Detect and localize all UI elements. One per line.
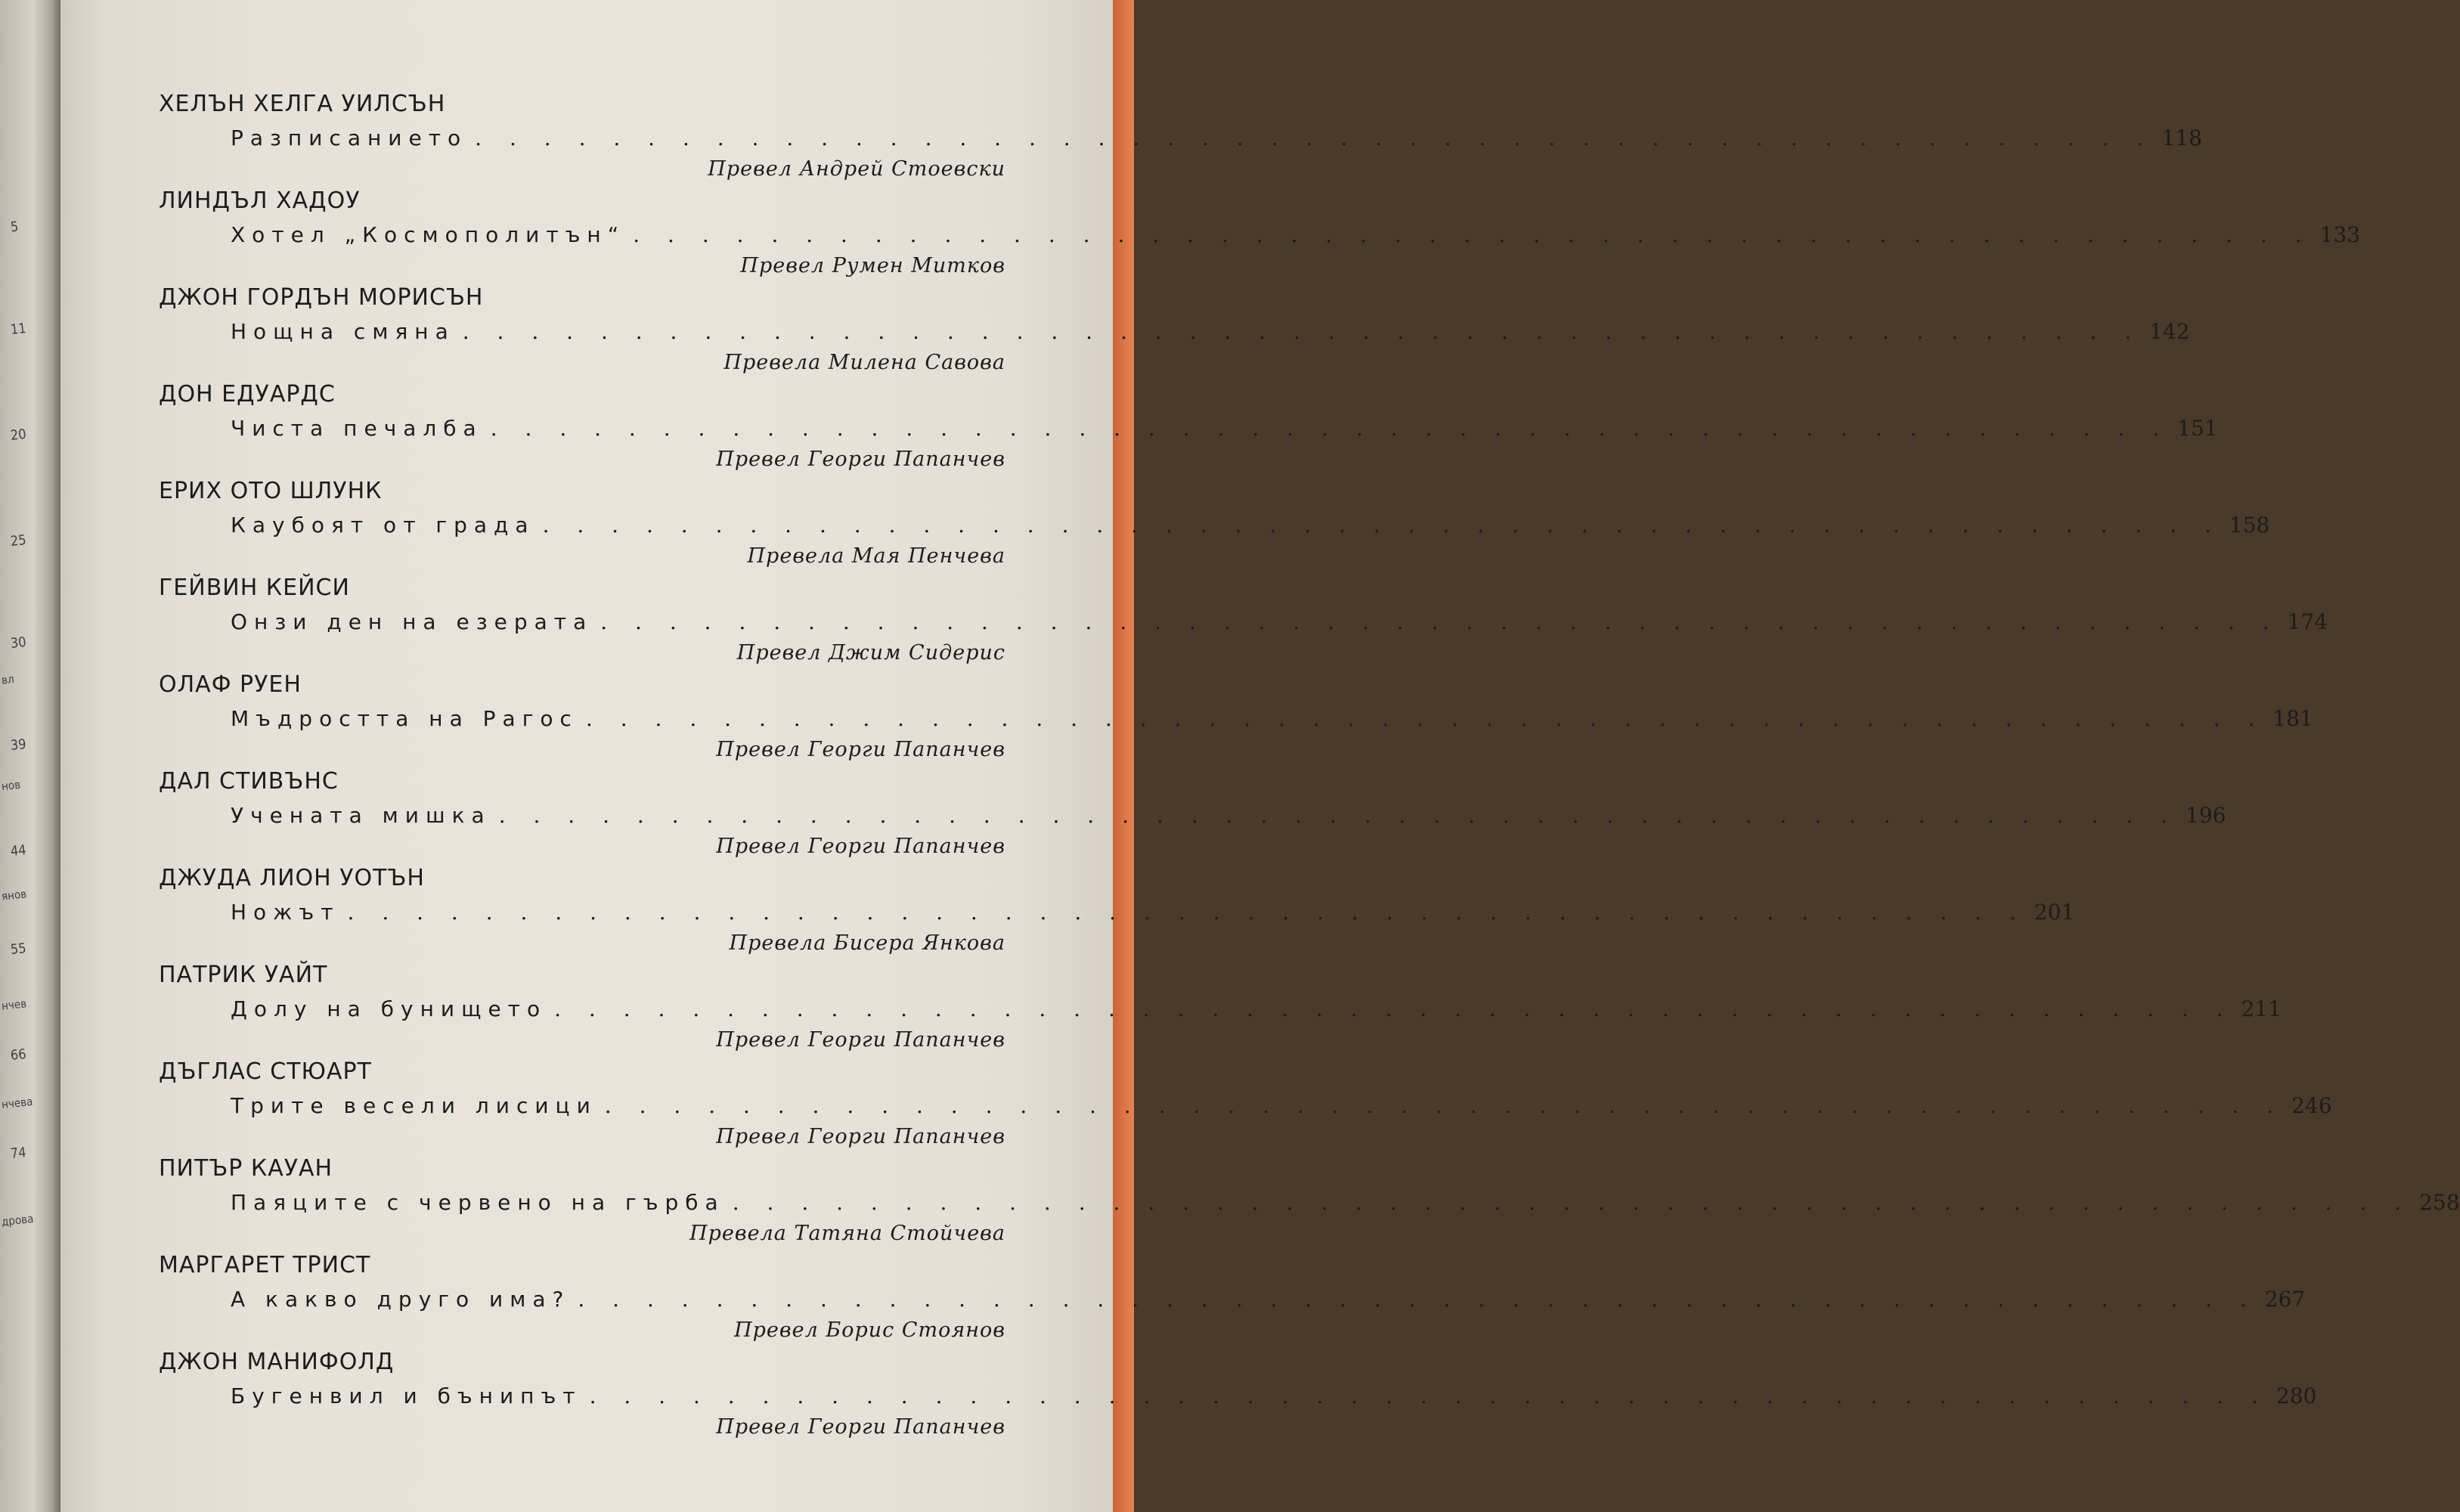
left-page-number: 74 [9,1144,27,1163]
title-line [231,1287,2306,1312]
leader-dots: . . . . . . . . . . . . . . . . . . . . . . . . . . . . . . . . . . . . . . . . . . . . . . . . . [475,125,2155,150]
page-number: 174 [2287,609,2328,634]
story-title: Долу на бунището [231,996,547,1021]
page-number: 267 [2264,1287,2306,1312]
author-name: ОЛАФ РУЕН [159,671,302,698]
leader-dots: . . . . . . . . . . . . . . . . . . . . . . . . . . . . . . . . . . . . . . . . . . . . . . . . . [585,706,2266,731]
author-name: ЛИНДЪЛ ХАДОУ [159,187,361,214]
page-number: 142 [2149,319,2190,344]
leader-dots: . . . . . . . . . . . . . . . . . . . . . . . . . . . . . . . . . . . . . . . . . . . . . . . . . [633,222,2313,247]
author-name: ДОН ЕДУАРДС [159,381,336,407]
leader-dots: . . . . . . . . . . . . . . . . . . . . . . . . . . . . . . . . . . . . . . . . . . . . . . . . . [462,319,2142,344]
translator-credit: Превела Бисера Янкова [729,931,1005,955]
page-number: 280 [2276,1383,2317,1408]
leader-dots: . . . . . . . . . . . . . . . . . . . . . . . . . . . . . . . . . . . . . . . . . . . . . . . . . [578,1287,2257,1312]
left-page-fragment: вл [1,672,15,687]
toc-entry [159,91,2202,187]
page-number: 211 [2241,996,2282,1021]
story-title: Бугенвил и бънипът [231,1383,582,1408]
left-page-number: 25 [9,531,27,550]
page-number: 201 [2034,900,2075,925]
title-line [231,125,2202,150]
story-title: А какво друго има? [231,1287,571,1312]
author-name: ПИТЪР КАУАН [159,1155,333,1182]
story-title: Каубоят от града [231,513,535,538]
left-page-number: 11 [9,320,27,339]
left-page-fragment: янов [1,887,28,903]
table-of-contents [159,91,2460,1445]
author-name: ДЖОН ГОРДЪН МОРИСЪН [159,284,484,311]
title-line [231,609,2328,634]
translator-credit: Превел Андрей Стоевски [708,157,1005,181]
translator-credit: Превела Татяна Стойчева [689,1222,1005,1245]
toc-entry [159,962,2282,1058]
title-line [231,1383,2317,1408]
left-page-number: 39 [9,736,27,754]
author-name: ЕРИХ ОТО ШЛУНК [159,478,383,504]
toc-entry [159,284,2190,381]
story-title: Онзи ден на езерата [231,609,593,634]
story-title: Нощна смяна [231,319,455,344]
left-page-fragment: нчева [1,1094,34,1112]
story-title: Трите весели лисици [231,1093,597,1118]
story-title: Ножът [231,900,340,925]
left-page-number: 66 [9,1046,27,1064]
author-name: ДАЛ СТИВЪНС [159,768,339,795]
toc-entry [159,478,2270,575]
toc-entry [159,575,2328,671]
toc-entry [159,768,2226,865]
left-page-number: 44 [9,841,27,860]
leader-dots: . . . . . . . . . . . . . . . . . . . . . . . . . . . . . . . . . . . . . . . . . . . . . . . . . [490,416,2170,441]
leader-dots: . . . . . . . . . . . . . . . . . . . . . . . . . . . . . . . . . . . . . . . . . . . . . . . . . [600,609,2280,634]
toc-entry [159,1058,2332,1155]
title-line [231,416,2218,441]
leader-dots: . . . . . . . . . . . . . . . . . . . . . . . . . . . . . . . . . . . . . . . . . . . . . . . . . [554,996,2234,1021]
toc-entry [159,381,2218,478]
left-page-fragment: дрова [1,1211,35,1229]
leader-dots: . . . . . . . . . . . . . . . . . . . . . . . . . . . . . . . . . . . . . . . . . . . . . . . . . [589,1383,2269,1408]
translator-credit: Превел Георги Папанчев [716,448,1005,471]
toc-entry [159,187,2361,284]
leader-dots: . . . . . . . . . . . . . . . . . . . . . . . . . . . . . . . . . . . . . . . . . . . . . . . . . [604,1093,2285,1118]
page-number: 158 [2229,513,2270,538]
translator-credit: Превел Борис Стоянов [734,1318,1005,1342]
story-title: Хотел „Космополитън“ [231,222,626,247]
title-line [231,319,2190,344]
book-page [60,0,2460,1512]
translator-credit: Превел Георги Папанчев [716,1028,1005,1052]
story-title: Чиста печалба [231,416,483,441]
author-name: ДЖУДА ЛИОН УОТЪН [159,865,425,891]
page-number: 133 [2319,222,2361,247]
left-page-fragment: нов [1,777,21,794]
page-number: 181 [2273,706,2313,731]
page-number: 246 [2291,1093,2332,1118]
title-line [231,1093,2332,1118]
translator-credit: Превел Георги Папанчев [716,738,1005,761]
left-page-number: 20 [9,426,27,445]
translator-credit: Превела Милена Савова [723,351,1005,374]
left-page-number: 30 [9,634,27,652]
story-title: Учената мишка [231,803,491,828]
author-name: ПАТРИК УАЙТ [159,962,328,988]
author-name: ДЖОН МАНИФОЛД [159,1349,395,1375]
toc-entry [159,865,2075,962]
title-line [231,1190,2460,1215]
toc-entry [159,1155,2460,1252]
toc-entry [159,1349,2317,1445]
translator-credit: Превел Джим Сидерис [736,641,1005,665]
toc-entry [159,1252,2306,1349]
title-line [231,706,2313,731]
page-number: 118 [2161,125,2202,150]
author-name: ХЕЛЪН ХЕЛГА УИЛСЪН [159,91,446,117]
page-number: 258 [2419,1190,2460,1215]
translator-credit: Превел Георги Папанчев [716,1125,1005,1148]
title-line [231,222,2361,247]
author-name: МАРГАРЕТ ТРИСТ [159,1252,371,1278]
author-name: ГЕЙВИН КЕЙСИ [159,575,350,601]
page-number: 196 [2186,803,2226,828]
leader-dots: . . . . . . . . . . . . . . . . . . . . . . . . . . . . . . . . . . . . . . . . . . . . . . . . . [498,803,2179,828]
translator-credit: Превела Мая Пенчева [747,544,1005,568]
leader-dots: . . . . . . . . . . . . . . . . . . . . . . . . . . . . . . . . . . . . . . . . . . . . . . . . . [347,900,2027,925]
title-line [231,513,2270,538]
leader-dots: . . . . . . . . . . . . . . . . . . . . . . . . . . . . . . . . . . . . . . . . . . . . . . . . . [542,513,2222,538]
page-number: 151 [2177,416,2218,441]
title-line [231,900,2075,925]
previous-page-edge [0,0,60,1512]
story-title: Разписанието [231,125,468,150]
translator-credit: Превел Георги Папанчев [716,1415,1005,1439]
translator-credit: Превел Георги Папанчев [716,835,1005,858]
author-name: ДЪГЛАС СТЮАРТ [159,1058,372,1085]
story-title: Паяците с червено на гърба [231,1190,725,1215]
left-page-fragment: нчев [1,996,27,1013]
title-line [231,996,2282,1021]
left-page-number: 55 [9,940,27,959]
toc-entry [159,671,2313,768]
left-page-number: 5 [9,218,20,236]
story-title: Мъдростта на Рагос [231,706,578,731]
title-line [231,803,2226,828]
leader-dots: . . . . . . . . . . . . . . . . . . . . . . . . . . . . . . . . . . . . . . . . . . . . . . . . . [732,1190,2412,1215]
translator-credit: Превел Румен Митков [740,254,1005,277]
